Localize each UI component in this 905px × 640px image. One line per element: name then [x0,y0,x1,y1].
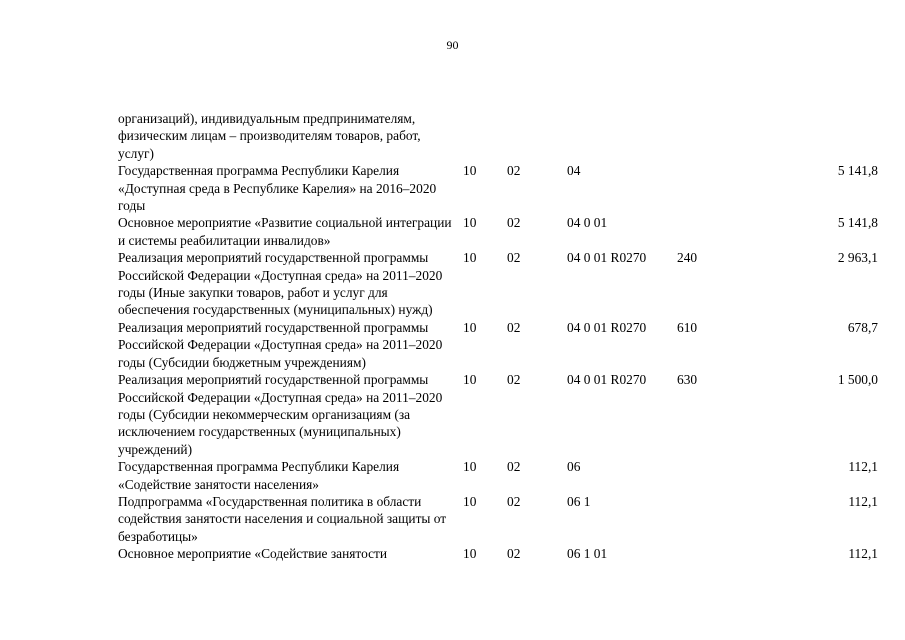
row-target-article: 06 1 [567,493,591,509]
row-target-article [567,110,677,162]
row-target-article: 04 [567,163,581,179]
row-expense-type [677,214,737,249]
row-expense-type [677,493,737,545]
row-section: 10 [463,493,477,509]
row-target-article: 04 0 01 R0270 [567,319,647,335]
table-row [118,214,878,249]
row-section: 10 [463,215,477,231]
row-expense-type: 610 [677,319,698,335]
row-amount: 678,7 [847,319,878,335]
row-name: Основное мероприятие «Развитие социальной интеграции и системы реабилитации инвалидов» [118,215,452,248]
row-section: 10 [463,250,477,266]
table-row [118,249,878,319]
row-name: Государственная программа Республики Карелия «Доступная среда в Республике Карелия» на 2016–2020 годы [118,163,437,214]
row-amount: 112,1 [848,459,878,475]
row-section: 10 [463,372,477,388]
row-section: 10 [463,319,477,335]
row-subsection: 02 [507,250,521,266]
row-name: организаций), индивидуальным предпринимателям, физическим лицам – производителям товаров, работ, услуг) [118,111,421,161]
table-row [118,545,878,562]
row-expense-type: 240 [677,250,698,266]
row-amount: 112,1 [848,546,878,562]
row-name: Основное мероприятие «Содействие занятости [118,546,388,562]
table-row [118,493,878,545]
row-target-article: 04 0 01 R0270 [567,372,647,388]
table-row [118,319,878,371]
table-row [118,371,878,458]
row-amount: 112,1 [848,493,878,509]
row-subsection: 02 [507,493,521,509]
row-subsection: 02 [507,372,521,388]
row-subsection: 02 [507,319,521,335]
row-target-article: 06 1 01 [567,546,608,562]
row-amount: 5 141,8 [837,163,878,179]
row-section [463,110,507,162]
row-name: Государственная программа Республики Карелия «Содействие занятости населения» [118,459,400,492]
row-target-article: 04 0 01 R0270 [567,250,647,266]
row-expense-type [677,545,737,562]
table-row [118,458,878,493]
row-subsection [507,110,567,162]
row-expense-type [677,162,737,214]
row-expense-type: 630 [677,372,698,388]
row-name: Реализация мероприятий государственной программы Российской Федерации «Доступная среда» на 2011–2020 годы (Субсидии некоммерческим организациям (за исключением государственных (муниципальных) учреждений) [118,372,443,457]
row-section: 10 [463,459,477,475]
row-amount [737,110,878,162]
row-subsection: 02 [507,215,521,231]
row-subsection: 02 [507,546,521,562]
row-amount: 2 963,1 [837,250,878,266]
row-subsection: 02 [507,163,521,179]
row-subsection: 02 [507,459,521,475]
budget-table [118,110,878,563]
row-name: Подпрограмма «Государственная политика в области содействия занятости населения и социальной защиты от безработицы» [118,493,447,544]
row-name: Реализация мероприятий государственной программы Российской Федерации «Доступная среда» на 2011–2020 годы (Субсидии бюджетным учреждениям) [118,319,443,370]
row-section: 10 [463,163,477,179]
row-expense-type [677,110,737,162]
row-amount: 5 141,8 [837,215,878,231]
table-row [118,110,878,162]
page-number: 90 [446,38,459,52]
row-expense-type [677,458,737,493]
row-section: 10 [463,546,477,562]
table-row [118,162,878,214]
row-amount: 1 500,0 [837,372,878,388]
row-name: Реализация мероприятий государственной программы Российской Федерации «Доступная среда» на 2011–2020 годы (Иные закупки товаров, работ и услуг для обеспечения государственных (муниципальных) нужд) [118,250,443,318]
row-target-article: 04 0 01 [567,215,608,231]
row-target-article: 06 [567,459,581,475]
